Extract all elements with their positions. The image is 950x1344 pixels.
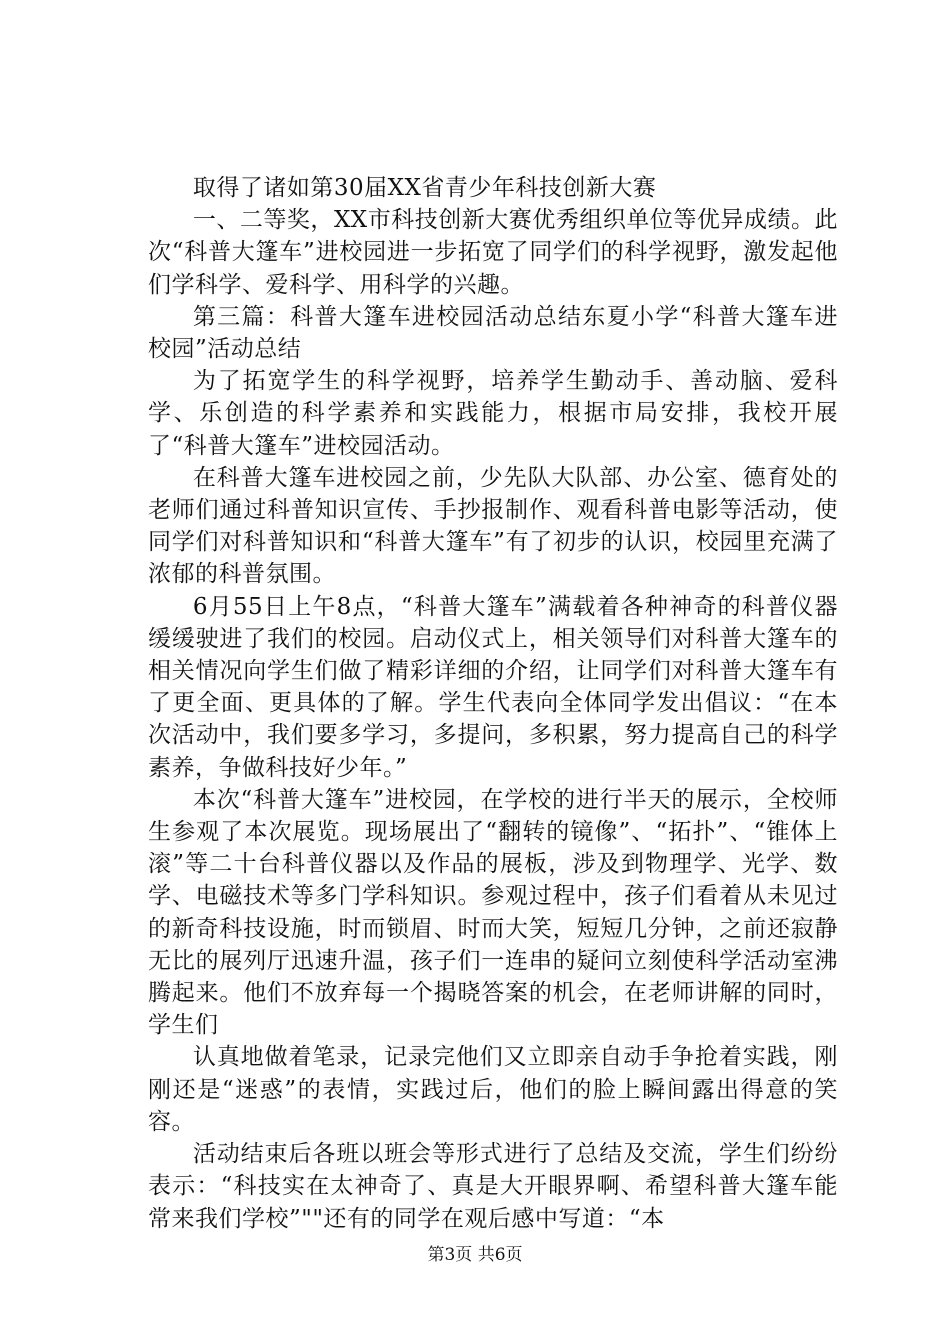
page-number-footer: 第3页 共6页 [427, 1245, 523, 1265]
paragraph-1: 取得了诸如第30届XX省青少年科技创新大赛 [192, 175, 657, 201]
paragraph-4: 为了拓宽学生的科学视野，培养学生勤动手、善动脑、爱科学、乐创造的科学素养和实践能力，根据市局安排，我校开展了“科普大篷车”进校园活动。 [148, 368, 838, 459]
document-body [148, 172, 838, 1235]
paragraph-6: 6月55日上午8点，“科普大篷车”满载着各种神奇的科普仪器缓缓驶进了我们的校园。启动仪式上，相关领导们对科普大篷车的相关情况向学生们做了精彩详细的介绍，让同学们对科普大篷车有了更全面、更具体的了解。学生代表向全体同学发出倡议：“在本次活动中，我们要多学习，多提问，多积累，努力提高自己的科学素养，争做科技好少年。” [148, 593, 838, 781]
section-heading-paragraph: 第三篇：科普大篷车进校园活动总结东夏小学“科普大篷车进校园”活动总结 [148, 303, 838, 363]
paragraph-9: 活动结束后各班以班会等形式进行了总结及交流，学生们纷纷表示：“科技实在太神奇了、真是大开眼界啊、希望科普大篷车能常来我们学校”""还有的同学在观后感中写道：“本 [148, 1141, 838, 1232]
paragraph-8: 认真地做着笔录，记录完他们又立即亲自动手争抢着实践，刚刚还是“迷惑”的表情，实践过后，他们的脸上瞬间露出得意的笑容。 [148, 1044, 838, 1135]
paragraph-2: 一、二等奖，XX市科技创新大赛优秀组织单位等优异成绩。此次“科普大篷车”进校园进一步拓宽了同学们的科学视野，激发起他们学科学、爱科学、用科学的兴趣。 [148, 207, 838, 298]
paragraph-7: 本次“科普大篷车”进校园，在学校的进行半天的展示，全校师生参观了本次展览。现场展出了“翻转的镜像”、“拓扑”、“锥体上滚”等二十台科普仪器以及作品的展板，涉及到物理学、光学、数学、电磁技术等多门学科知识。参观过程中，孩子们看着从未见过的新奇科技设施，时而锁眉、时而大笑，短短几分钟，之前还寂静无比的展列厅迅速升温，孩子们一连串的疑问立刻使科学活动室沸腾起来。他们不放弃每一个揭晓答案的机会，在老师讲解的同时，学生们 [148, 786, 838, 1039]
paragraph-5: 在科普大篷车进校园之前，少先队大队部、办公室、德育处的老师们通过科普知识宣传、手抄报制作、观看科普电影等活动，使同学们对科普知识和“科普大篷车”有了初步的认识，校园里充满了浓郁的科普氛围。 [148, 464, 838, 588]
